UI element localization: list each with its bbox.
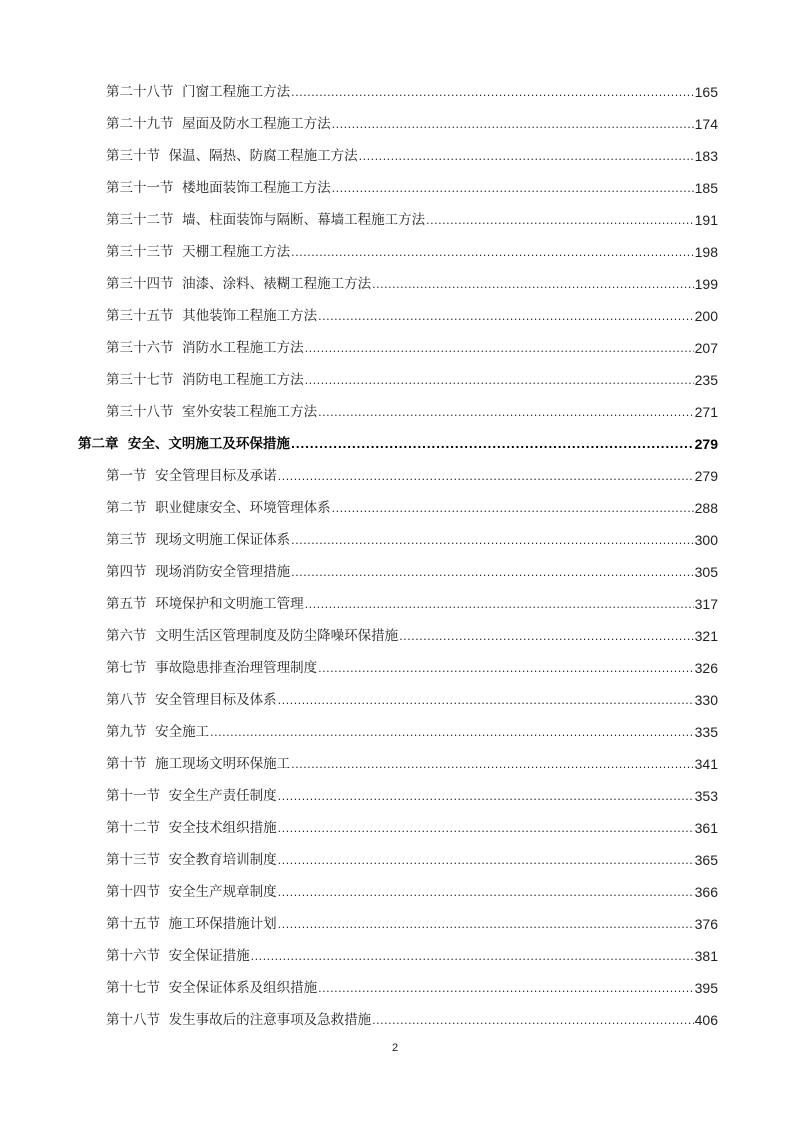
dot-leader [332,180,694,198]
toc-section-entry[interactable] [106,594,718,614]
toc-entry-page: 321 [694,628,718,644]
dot-leader [305,596,694,614]
toc-entry-page: 361 [694,820,718,836]
toc-section-entry[interactable] [106,498,718,518]
toc-entry-page: 317 [694,596,718,612]
toc-entry-title: 第九节 安全施工 [106,724,210,740]
dot-leader [278,692,694,710]
toc-entry-title: 第四节 现场消防安全管理措施 [106,564,291,580]
dot-leader [278,916,694,934]
toc-section-entry[interactable] [106,786,718,806]
toc-section-entry[interactable] [106,306,718,326]
toc-entry-page: 279 [694,436,718,452]
dot-leader [291,244,694,262]
toc-entry-title: 第二十九节 屋面及防水工程施工方法 [106,116,331,132]
toc-section-entry[interactable] [106,722,718,742]
dot-leader [210,724,694,742]
toc-entry-title: 第二十八节 门窗工程施工方法 [106,84,291,100]
toc-entry-title: 第七节 事故隐患排查治理管理制度 [106,660,318,676]
toc-entry-title: 第六节 文明生活区管理制度及防尘降噪环保措施 [106,628,399,644]
dot-leader [278,788,694,806]
toc-entry-page: 183 [694,148,718,164]
toc-entry-title: 第三十三节 天棚工程施工方法 [106,244,291,260]
toc-entry-page: 395 [694,980,718,996]
toc-section-entry[interactable] [106,818,718,838]
toc-entry-page: 185 [694,180,718,196]
toc-section-entry[interactable] [106,914,718,934]
toc-entry-page: 271 [694,404,718,420]
toc-entry-page: 335 [694,724,718,740]
toc-section-entry[interactable] [106,658,718,678]
dot-leader [399,628,694,646]
dot-leader [291,564,694,582]
toc-entry-title: 第二节 职业健康安全、环境管理体系 [106,500,331,516]
toc-entry-page: 353 [694,788,718,804]
dot-leader [318,980,694,998]
toc-entry-title: 第三十七节 消防电工程施工方法 [106,372,304,388]
toc-entry-page: 279 [694,468,718,484]
toc-entry-page: 300 [694,532,718,548]
toc-entry-page: 365 [694,852,718,868]
toc-entry-page: 198 [694,244,718,260]
toc-entry-title: 第二章 安全、文明施工及环保措施 [78,436,290,452]
toc-entry-title: 第一节 安全管理目标及承诺 [106,468,277,484]
toc-section-entry[interactable] [106,882,718,902]
dot-leader [318,404,694,422]
dot-leader [291,532,694,550]
toc-section-entry[interactable] [106,146,718,166]
dot-leader [278,884,694,902]
toc-entry-title: 第五节 环境保护和文明施工管理 [106,596,304,612]
toc-section-entry[interactable] [106,946,718,966]
toc-entry-title: 第三十一节 楼地面装饰工程施工方法 [106,180,331,196]
toc-section-entry[interactable] [106,402,718,422]
dot-leader [359,148,694,166]
toc-section-entry[interactable] [106,1010,718,1030]
toc-entry-title: 第三十六节 消防水工程施工方法 [106,340,304,356]
toc-section-entry[interactable] [106,562,718,582]
dot-leader [318,308,694,326]
toc-section-entry[interactable] [106,530,718,550]
toc-section-entry[interactable] [106,370,718,390]
toc-entry-page: 326 [694,660,718,676]
page-number: 2 [392,1042,399,1054]
dot-leader [291,756,694,774]
toc-entry-page: 199 [694,276,718,292]
toc-entry-page: 174 [694,116,718,132]
toc-entry-title: 第十二节 安全技术组织措施 [106,820,277,836]
toc-section-entry[interactable] [106,338,718,358]
toc-entry-page: 381 [694,948,718,964]
toc-entry-title: 第十五节 施工环保措施计划 [106,916,277,932]
toc-entry-page: 288 [694,500,718,516]
toc-entry-page: 191 [694,212,718,228]
toc-entry-title: 第十七节 安全保证体系及组织措施 [106,980,318,996]
dot-leader [305,372,694,390]
toc-chapter-entry[interactable] [78,434,718,454]
dot-leader [426,212,694,230]
toc-entry-page: 207 [694,340,718,356]
dot-leader [318,660,694,678]
dot-leader [251,948,694,966]
toc-entry-title: 第三十二节 墙、柱面装饰与隔断、幕墙工程施工方法 [106,212,426,228]
toc-section-entry[interactable] [106,274,718,294]
toc-entry-title: 第三节 现场文明施工保证体系 [106,532,291,548]
toc-entry-title: 第十三节 安全教育培训制度 [106,852,277,868]
toc-section-entry[interactable] [106,978,718,998]
dot-leader [305,340,694,358]
toc-entry-page: 165 [694,84,718,100]
toc-entry-page: 341 [694,756,718,772]
toc-entry-title: 第三十八节 室外安装工程施工方法 [106,404,318,420]
toc-entry-title: 第三十节 保温、隔热、防腐工程施工方法 [106,148,358,164]
toc-section-entry[interactable] [106,754,718,774]
toc-section-entry[interactable] [106,850,718,870]
toc-entry-title: 第十八节 发生事故后的注意事项及急救措施 [106,1012,372,1028]
toc-section-entry[interactable] [106,690,718,710]
dot-leader [291,84,694,102]
toc-entry-title: 第三十五节 其他装饰工程施工方法 [106,308,318,324]
dot-leader [278,468,694,486]
dot-leader [291,436,694,454]
toc-section-entry[interactable] [106,466,718,486]
toc-entry-title: 第八节 安全管理目标及体系 [106,692,277,708]
toc-entry-title: 第十节 施工现场文明环保施工 [106,756,291,772]
dot-leader [372,276,694,294]
toc-entry-page: 366 [694,884,718,900]
toc-entry-title: 第十六节 安全保证措施 [106,948,250,964]
toc-entry-title: 第三十四节 油漆、涂料、裱糊工程施工方法 [106,276,372,292]
toc-entry-title: 第十四节 安全生产规章制度 [106,884,277,900]
dot-leader [372,1012,694,1030]
toc-entry-page: 305 [694,564,718,580]
toc-section-entry[interactable] [106,178,718,198]
toc-section-entry[interactable] [106,626,718,646]
toc-entry-page: 330 [694,692,718,708]
toc-entry-page: 235 [694,372,718,388]
dot-leader [278,820,694,838]
toc-entry-page: 376 [694,916,718,932]
toc-entry-page: 406 [694,1012,718,1028]
toc-section-entry[interactable] [106,210,718,230]
dot-leader [332,500,694,518]
toc-section-entry[interactable] [106,242,718,262]
dot-leader [332,116,694,134]
dot-leader [278,852,694,870]
toc-section-entry[interactable] [106,82,718,102]
toc-section-entry[interactable] [106,114,718,134]
toc-entry-page: 200 [694,308,718,324]
toc-entry-title: 第十一节 安全生产责任制度 [106,788,277,804]
